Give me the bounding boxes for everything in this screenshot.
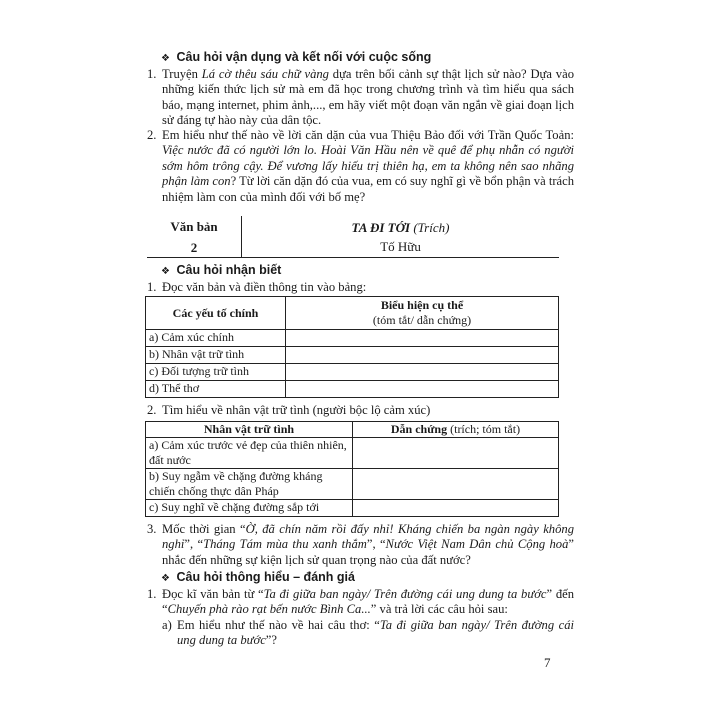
text-label-box: Văn bản 2 xyxy=(170,219,218,255)
recognition-question-1: 1. Đọc văn bản và điền thông tin vào bảng: xyxy=(147,280,367,294)
recognition-question-3: 3. Mốc thời gian “Ờ, đã chín năm rồi đấy nhỉ! Kháng chiến ba ngàn ngày không nghỉ”, “Tháng Tám mùa thu xanh thắm”, “Nước Việt Nam Dân chủ Cộng hoà” nhắc đến những sự kiện lịch sử quan trọng nào của đất nước? xyxy=(147,522,574,567)
table-row-label: a) Cảm xúc trước vẻ đẹp của thiên nhiên, đất nước xyxy=(146,438,353,469)
recognition-question-2: 2. Tìm hiểu về nhân vật trữ tình (người bộc lộ cảm xúc) xyxy=(147,403,431,417)
table-row-label: d) Thể thơ xyxy=(146,381,286,398)
section-heading-application: ❖ Câu hỏi vận dụng và kết nối với cuộc sống xyxy=(161,50,432,64)
text-header xyxy=(147,216,559,258)
table-header-expression: Biểu hiện cụ thể (tóm tắt/ dẫn chứng) xyxy=(286,297,559,330)
comprehension-question-1: 1. Đọc kĩ văn bản từ “Ta đi giữa ban ngày/ Trên đường cái ung dung ta bước” đến “Chuyến phà rào rạt bến nước Bình Ca...” và trả lời các câu hỏi sau: xyxy=(147,587,574,617)
text-title: TA ĐI TỚI (Trích) xyxy=(351,220,450,235)
table-cell-answer[interactable] xyxy=(286,347,559,364)
table-elements xyxy=(145,296,559,398)
table-cell-answer[interactable] xyxy=(286,330,559,347)
page-number: 7 xyxy=(544,655,551,670)
table-cell-answer[interactable] xyxy=(286,381,559,398)
table-cell-answer[interactable] xyxy=(286,364,559,381)
table-header-character: Nhân vật trữ tình xyxy=(146,422,353,438)
section-heading-comprehension: ❖ Câu hỏi thông hiểu – đánh giá xyxy=(161,570,355,584)
question-1: 1. Truyện Lá cờ thêu sáu chữ vàng dựa trên bối cảnh sự thật lịch sử nào? Dựa vào những kiến thức lịch sử mà em đã học trong chương trình và tìm hiểu qua sách báo, mạng internet, phim ảnh,..., em hãy viết một đoạn văn ngắn về giai đoạn lịch sử đáng tự hào này của dân tộc. xyxy=(147,67,574,128)
table-row-label: a) Cảm xúc chính xyxy=(146,330,286,347)
table-lyric-character xyxy=(145,421,559,517)
table-header-evidence: Dẫn chứng (trích; tóm tắt) xyxy=(353,422,559,438)
question-2: 2. Em hiểu như thế nào về lời căn dặn của vua Thiệu Bảo đối với Trần Quốc Toản: Việc nước đã có người lớn lo. Hoài Văn Hầu nên về quê để phụ nhẫn có người sớm hôm trông cậy. Để vương lấy hiếu trị thiên hạ, em ta không nên sao nhãng phận làm con? Từ lời căn dặn đó của vua, em có suy nghĩ gì về bổn phận và trách nhiệm làm con của mình đối với bố mẹ? xyxy=(147,128,575,204)
text-author: Tố Hữu xyxy=(380,239,421,254)
comprehension-question-1a: a) Em hiểu như thế nào về hai câu thơ: “Ta đi giữa ban ngày/ Trên đường cái ung dung ta bước”? xyxy=(162,618,574,648)
diamond-bullet-icon: ❖ xyxy=(161,573,170,584)
section-heading-recognition: ❖ Câu hỏi nhận biết xyxy=(161,263,282,277)
table-cell-answer[interactable] xyxy=(353,438,559,469)
table-row-label: b) Suy ngẫm về chặng đường kháng chiến chống thực dân Pháp xyxy=(146,469,353,500)
horizontal-divider xyxy=(147,257,559,258)
table-cell-answer[interactable] xyxy=(353,469,559,500)
table-row-label: b) Nhân vật trữ tình xyxy=(146,347,286,364)
table-row-label: c) Đối tượng trữ tình xyxy=(146,364,286,381)
table-header-elements: Các yếu tố chính xyxy=(146,297,286,330)
table-row-label: c) Suy nghĩ về chặng đường sắp tới xyxy=(146,500,353,517)
diamond-bullet-icon: ❖ xyxy=(161,53,170,64)
diamond-bullet-icon: ❖ xyxy=(161,266,170,277)
table-cell-answer[interactable] xyxy=(353,500,559,517)
